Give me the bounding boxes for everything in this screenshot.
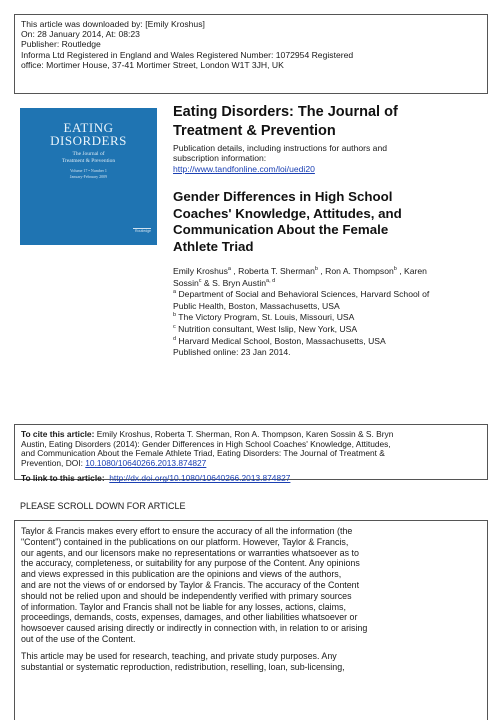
author-sup: a	[227, 266, 231, 272]
affiliation-sup: d	[173, 335, 177, 342]
journal-title	[173, 103, 398, 141]
cover-volume-line: January-February 2009	[69, 174, 108, 179]
author-line: Sossin$^c$ & S. Bryn Austin$^{a, d}$	[173, 277, 276, 288]
citation-text: Emily Kroshus, Roberta T. Sherman, Ron A. Thompson, Karen Sossin & S. Bryn	[96, 429, 394, 439]
affiliation-text: Department of Social and Behavioral Sciences, Harvard School of	[178, 289, 430, 300]
disclaimer-line: Taylor & Francis makes every effort to ensure the accuracy of all the information (the	[21, 526, 353, 536]
author-name: S. Bryn Austin	[212, 277, 267, 288]
author-name: Roberta T. Sherman	[238, 266, 315, 276]
download-line: Informa Ltd Registered in England and Wales Registered Number: 1072954 Registered	[21, 49, 354, 60]
doi-link[interactable]: 10.1080/10640266.2013.874827	[85, 457, 207, 468]
citation-line: and Communication About the Female Athlete Triad, Eating Disorders: The Journal of Treatment &	[21, 448, 385, 459]
download-line: Publisher: Routledge	[21, 39, 101, 50]
authors-block	[173, 266, 429, 359]
cover-volume-line: Volume 17 • Number 1	[70, 168, 107, 173]
affiliation-sup: b	[173, 312, 177, 319]
article-title	[173, 189, 402, 255]
author-sup: b	[314, 266, 318, 272]
affiliation-text: The Victory Program, St. Louis, Missouri, USA	[178, 312, 355, 323]
download-notice-box	[14, 14, 488, 94]
disclaimer-line: out of the use of the Content.	[21, 633, 136, 644]
affiliation-line	[173, 336, 429, 348]
disclaimer-line: substantial or systematic reproduction, redistribution, reselling, loan, sub-licensing,	[21, 661, 345, 672]
disclaimer-line: howsoever caused arising directly or indirectly in connection with, in relation to or arising	[21, 623, 368, 634]
article-title-line: Communication About the Female	[173, 222, 389, 237]
disclaimer-paragraph	[21, 526, 481, 645]
disclaimer-line: should not be relied upon and should be independently verified with primary sources	[21, 590, 352, 601]
published-date: Published online: 23 Jan 2014.	[173, 347, 291, 358]
disclaimer-line: proceedings, demands, costs, expenses, damages, and other liabilities whatsoever or	[21, 612, 358, 623]
journal-title-line: Treatment & Prevention	[173, 123, 336, 139]
publication-details-line: subscription information:	[173, 153, 267, 164]
cover-subtitle-line: The Journal of	[72, 151, 105, 157]
publication-details	[173, 143, 387, 174]
cover-publisher-name: Routledge	[135, 229, 151, 233]
download-line: office: Mortimer House, 37-41 Mortimer Street, London W1T 3JH, UK	[21, 59, 284, 70]
article-url-link[interactable]: http://dx.doi.org/10.1080/10640266.2013.874827	[109, 473, 291, 484]
affiliation-line	[173, 312, 429, 324]
affiliation-line	[173, 289, 429, 301]
disclaimer-line: and are not the views of or endorsed by Taylor & Francis. The accuracy of the Content	[21, 579, 360, 590]
citation-box	[14, 424, 488, 484]
author-line: Emily Kroshus$^a$ , Roberta T. Sherman$^b$ , Ron A. Thompson$^b$ , Karen	[173, 266, 427, 276]
disclaimer-paragraph	[21, 651, 481, 673]
affiliation-sup: a	[173, 289, 177, 296]
article-title-line: Athlete Triad	[173, 238, 254, 254]
disclaimer-line: "Content") contained in the publications on our platform. However, Taylor & Francis,	[21, 536, 349, 547]
disclaimer-box	[14, 520, 488, 720]
citation-line	[21, 459, 481, 469]
cover-subtitle-line: Treatment & Prevention	[61, 158, 116, 164]
cover-publisher-logo	[133, 228, 151, 238]
cover-title-line: DISORDERS	[50, 133, 127, 148]
citation-label: To cite this article:	[21, 429, 95, 439]
disclaimer-line: This article may be used for research, teaching, and private study purposes. Any	[21, 650, 337, 661]
download-line: On: 28 January 2014, At: 08:23	[21, 29, 140, 40]
disclaimer-line: our agents, and our licensors make no representations or warranties whatsoever as to	[21, 547, 359, 558]
link-label: To link to this article:	[21, 473, 105, 484]
affiliation-line	[173, 324, 429, 336]
journal-link[interactable]: http://www.tandfonline.com/loi/uedi20	[173, 163, 315, 174]
affiliation-text: Nutrition consultant, West Islip, New York, USA	[178, 323, 358, 334]
cover-title-line: EATING	[63, 120, 114, 135]
disclaimer-line: of information. Taylor and Francis shall not be liable for any losses, actions, claims,	[21, 601, 346, 612]
citation-text: Prevention, DOI:	[21, 457, 83, 468]
affiliation-text: Harvard Medical School, Boston, Massachusetts, USA	[178, 335, 386, 346]
author-name: Emily Kroshus	[173, 266, 228, 276]
journal-title-line: Eating Disorders: The Journal of	[173, 104, 398, 120]
author-sup: a, d	[266, 277, 276, 284]
author-name: Sossin	[173, 277, 199, 288]
journal-cover-image	[20, 108, 157, 245]
affiliation-line: Public Health, Boston, Massachusetts, USA	[173, 300, 340, 311]
article-title-line: Coaches' Knowledge, Attitudes, and	[173, 205, 402, 221]
scroll-notice: PLEASE SCROLL DOWN FOR ARTICLE	[20, 501, 186, 511]
link-row	[21, 474, 481, 484]
disclaimer-line: and views expressed in this publication are the opinions and views of the authors,	[21, 569, 342, 580]
author-name: Karen	[404, 266, 427, 276]
disclaimer-line: the accuracy, completeness, or suitability for any purpose of the Content. Any opinions	[21, 558, 360, 569]
citation-line: Austin, Eating Disorders (2014): Gender Differences in High School Coaches' Knowledge, Attitudes,	[21, 438, 391, 449]
publication-details-line: Publication details, including instructions for authors and	[173, 143, 388, 153]
author-sup: c	[198, 277, 202, 284]
download-line: This article was downloaded by: [Emily Kroshus]	[21, 19, 205, 29]
article-title-line: Gender Differences in High School	[173, 189, 393, 204]
affiliation-sup: c	[173, 323, 176, 330]
author-name: Ron A. Thompson	[325, 266, 394, 276]
author-sup: b	[393, 266, 397, 272]
